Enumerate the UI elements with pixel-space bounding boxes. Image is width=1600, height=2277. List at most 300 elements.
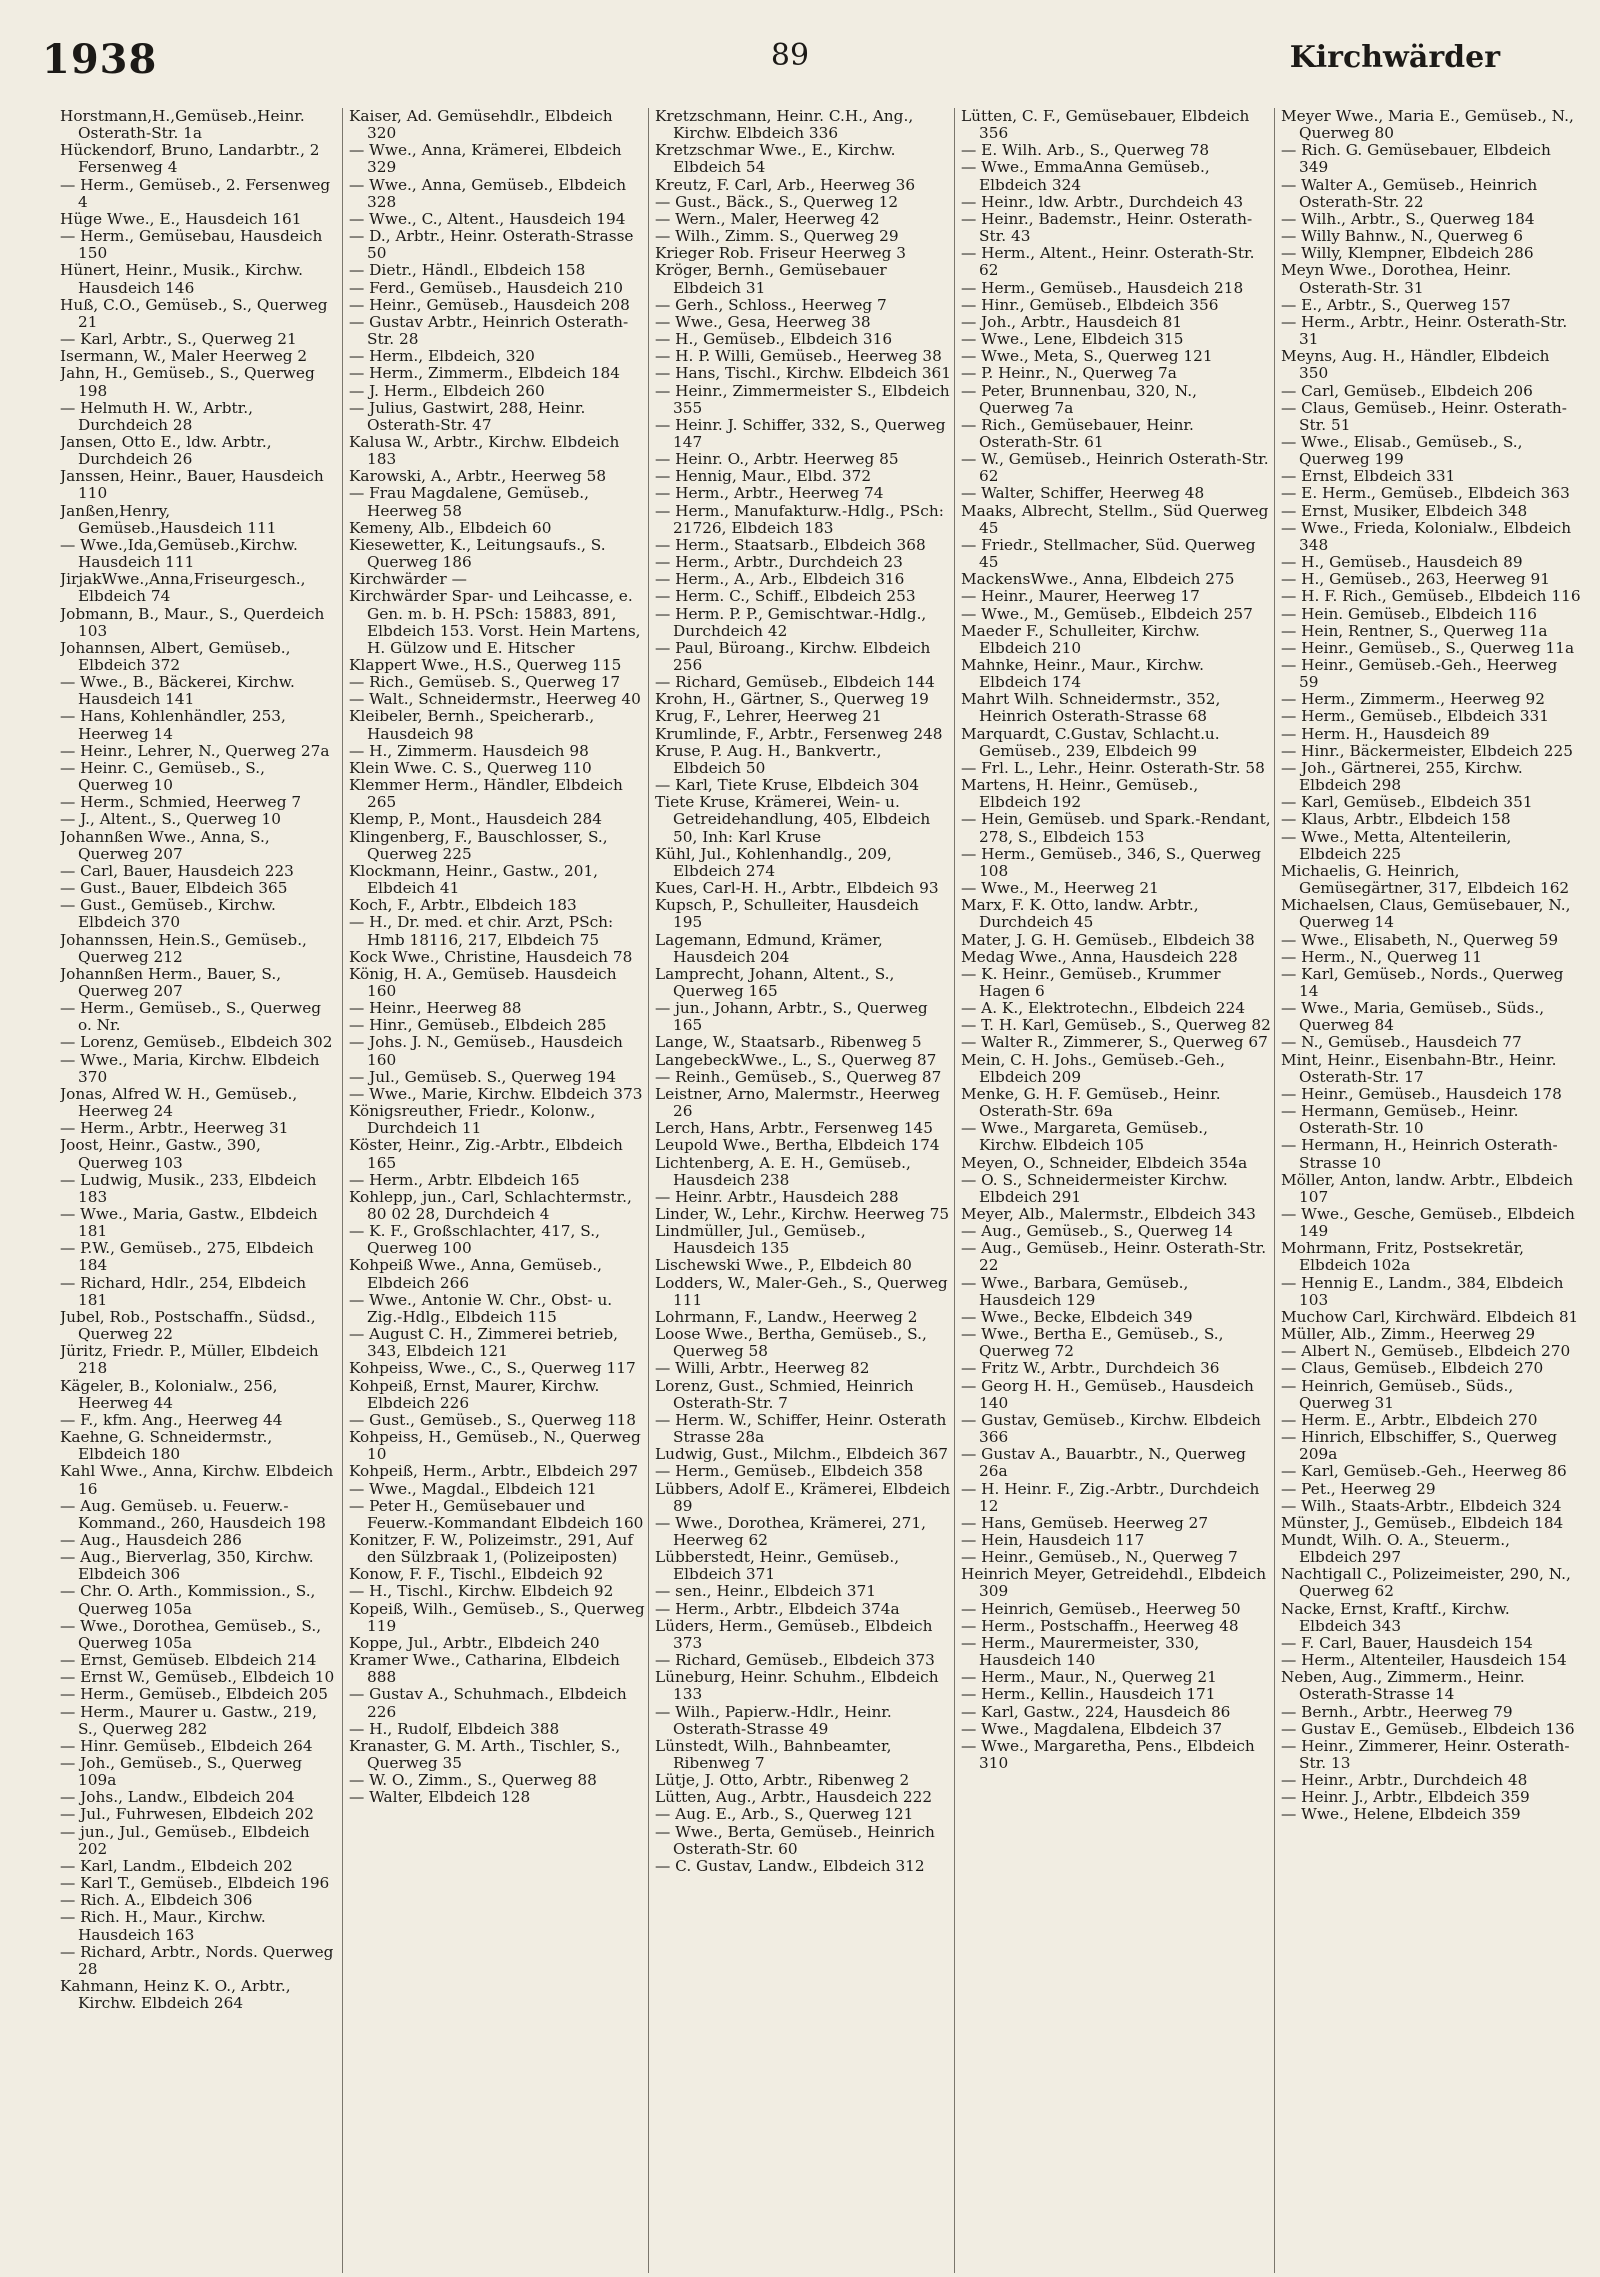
directory-entry: Kramer Wwe., Catharina, Elbdeich 888 [349,1651,620,1687]
directory-entry: — Herm., Gemüseb., 2. Fersenweg 4 [60,175,331,211]
directory-entry: — Karl, Gemüseb.-Geh., Heerweg 86 [1281,1462,1567,1481]
directory-entry: Lorenz, Gust., Schmied, Heinrich Osterath-Str. 7 [655,1376,914,1412]
directory-entry: — Heinr., ldw. Arbtr., Durchdeich 43 [961,192,1244,211]
directory-entry: Lindmüller, Jul., Gemüseb., Hausdeich 135 [655,1222,866,1258]
directory-entry: Mahrt Wilh. Schneidermstr., 352, Heinrich Osterath-Strasse 68 [961,690,1221,726]
directory-entry: — Wilh., Zimm. S., Querweg 29 [655,227,899,246]
directory-entry: — Dietr., Händl., Elbdeich 158 [349,261,586,280]
directory-entry: — Aug., Hausdeich 286 [60,1530,242,1549]
directory-entry: — Gustav A., Bauarbtr., N., Querweg 26a [961,1445,1246,1481]
directory-entry: — H., Zimmerm. Hausdeich 98 [349,741,589,760]
directory-entry: Müller, Alb., Zimm., Heerweg 29 [1281,1325,1536,1344]
directory-entry: Kues, Carl-H. H., Arbtr., Elbdeich 93 [655,879,939,898]
directory-entry: — P. Heinr., N., Querweg 7a [961,364,1177,383]
directory-entry: — Ernst, Musiker, Elbdeich 348 [1281,501,1528,520]
directory-entry: — sen., Heinr., Elbdeich 371 [655,1582,876,1601]
directory-entry: — Aug., Bierverlag, 350, Kirchw. Elbdeich 306 [60,1548,314,1584]
directory-entry: — A. K., Elektrotechn., Elbdeich 224 [961,999,1246,1018]
directory-entry: — Wwe., Berta, Gemüseb., Heinrich Osterath-Str. 60 [655,1822,935,1858]
directory-entry: Kahl Wwe., Anna, Kirchw. Elbdeich 16 [60,1462,334,1498]
directory-entry: — Heinr. C., Gemüseb., S., Querweg 10 [60,758,265,795]
directory-entry: — Wwe., Margaretha, Pens., Elbdeich 310 [961,1736,1255,1772]
directory-entry: — Herm. H., Hausdeich 89 [1281,724,1490,743]
directory-entry: — Heinr., Bademstr., Heinr. Osterath-Str. 43 [961,209,1253,246]
directory-entry: — H., Tischl., Kirchw. Elbdeich 92 [349,1582,614,1601]
directory-entry: Nachtigall C., Polizeimeister, 290, N., Querweg 62 [1281,1565,1571,1601]
directory-entry: — Hein, Gemüseb. und Spark.-Rendant, 278, S., Elbdeich 153 [961,810,1271,846]
directory-entry: Kleibeler, Bernh., Speicherarb., Hausdeich 98 [349,707,595,743]
directory-entry: Münster, J., Gemüseb., Elbdeich 184 [1281,1513,1564,1532]
directory-entry: — Hans, Gemüseb. Heerweg 27 [961,1513,1209,1532]
directory-entry: Lange, W., Staatsarb., Ribenweg 5 [655,1033,922,1052]
directory-entry: Klingenberg, F., Bauschlosser, S., Querweg 225 [349,827,608,863]
directory-entry: — Herm., Manufakturw.-Hdlg., PSch: 21726, Elbdeich 183 [655,501,944,537]
directory-entry: — Walter R., Zimmerer, S., Querweg 67 [961,1033,1268,1052]
directory-entry: — jun., Johann, Arbtr., S., Querweg 165 [655,999,928,1035]
directory-entry: — Wwe., Meta, S., Querweg 121 [961,347,1213,366]
directory-entry: — Herm. W., Schiffer, Heinr. Osterath Strasse 28a [655,1410,947,1447]
directory-entry: — Heinr., Gemüseb.-Geh., Heerweg 59 [1281,656,1558,692]
directory-entry: — W. O., Zimm., S., Querweg 88 [349,1771,597,1790]
directory-entry: — Herm., Arbtr., Heerweg 31 [60,1119,289,1138]
directory-entry: — Ernst, Gemüseb. Elbdeich 214 [60,1651,317,1670]
directory-entry: — Heinr. J., Arbtr., Elbdeich 359 [1281,1788,1530,1807]
directory-entry: — O. S., Schneidermeister Kirchw. Elbdeich 291 [961,1170,1228,1206]
directory-entry: Mohrmann, Fritz, Postsekretär, Elbdeich 102a [1281,1239,1525,1275]
directory-entry: — Ernst, Elbdeich 331 [1281,467,1456,486]
directory-entry: — Heinr., Lehrer, N., Querweg 27a [60,741,330,760]
directory-entry: Kühl, Jul., Kohlenhandlg., 209, Elbdeich 274 [655,844,892,880]
directory-entry: Kohpeiß Wwe., Anna, Gemüseb., Elbdeich 266 [349,1256,602,1292]
directory-entry: Kirchwärder Spar- und Leihcasse, e. Gen. m. b. H. PSch: 15883, 891, Elbdeich 153. Vorst. Hein Martens, H. Gülzow und E. Hitscher [349,587,641,657]
directory-entry: — Bernh., Arbtr., Heerweg 79 [1281,1702,1513,1721]
directory-entry: Mundt, Wilh. O. A., Steuerm., Elbdeich 297 [1281,1530,1510,1567]
directory-entry: Kemeny, Alb., Elbdeich 60 [349,518,552,537]
directory-entry: — Herm., N., Querweg 11 [1281,947,1482,966]
directory-column-1 [60,108,336,2273]
directory-entry: — Wwe., Dorothea, Krämerei, 271, Heerweg 62 [655,1513,926,1549]
directory-entry: Mater, J. G. H. Gemüseb., Elbdeich 38 [961,930,1255,949]
directory-entry: Klockmann, Heinr., Gastw., 201, Elbdeich 41 [349,861,599,898]
directory-entry: König, H. A., Gemüseb. Hausdeich 160 [349,964,617,1000]
directory-entry: Lübberstedt, Heinr., Gemüseb., Elbdeich 371 [655,1548,900,1584]
directory-entry: — Wwe., Gesa, Heerweg 38 [655,312,871,331]
directory-entry: — Richard, Gemüseb., Elbdeich 373 [655,1651,935,1670]
directory-entry: — Aug., Gemüseb., Heinr. Osterath-Str. 22 [961,1239,1267,1275]
directory-entry: Kägeler, B., Kolonialw., 256, Heerweg 44 [60,1376,278,1412]
directory-entry: Karowski, A., Arbtr., Heerweg 58 [349,467,607,486]
directory-entry: — Karl, Gemüseb., Elbdeich 351 [1281,793,1533,812]
directory-entry: Meyer, Alb., Malermstr., Elbdeich 343 [961,1205,1256,1223]
directory-entry: — H. Heinr. F., Zig.-Arbtr., Durchdeich 12 [961,1479,1260,1515]
directory-entry: Michaelsen, Claus, Gemüsebauer, N., Querweg 14 [1281,896,1571,932]
directory-entry: Medag Wwe., Anna, Hausdeich 228 [961,947,1238,966]
directory-entry: Lohrmann, F., Landw., Heerweg 2 [655,1307,918,1326]
directory-entry: — Fritz W., Arbtr., Durchdeich 36 [961,1359,1220,1378]
directory-entry: — Heinr., Arbtr., Durchdeich 48 [1281,1771,1528,1790]
directory-entry: — F. Carl, Bauer, Hausdeich 154 [1281,1633,1533,1652]
directory-entry: — Wwe., Anna, Gemüseb., Elbdeich 328 [349,175,627,211]
directory-entry: Klemp, P., Mont., Hausdeich 284 [349,810,603,829]
directory-entry: Lerch, Hans, Arbtr., Fersenweg 145 [655,1119,933,1138]
directory-entry: Johannßen Herm., Bauer, S., Querweg 207 [60,964,282,1000]
directory-entry: — Ferd., Gemüseb., Hausdeich 210 [349,278,623,297]
directory-entry: — Wwe., Magdalena, Elbdeich 37 [961,1719,1223,1738]
directory-entry: — Herm., Gemüseb., Elbdeich 205 [60,1685,328,1704]
directory-entry: — Rich. H., Maur., Kirchw. Hausdeich 163 [60,1908,266,1944]
directory-entry: — Karl T., Gemüseb., Elbdeich 196 [60,1874,330,1893]
directory-entry: — Heinrich, Gemüseb., Heerweg 50 [961,1599,1241,1618]
directory-entry: — K. F., Großschlachter, 417, S., Querweg 100 [349,1222,600,1258]
directory-entry: — Johs. J. N., Gemüseb., Hausdeich 160 [349,1033,623,1069]
directory-column-3 [648,108,951,2273]
directory-entry: — Wilh., Staats-Arbtr., Elbdeich 324 [1281,1496,1562,1515]
directory-entry: — Frl. L., Lehr., Heinr. Osterath-Str. 58 [961,758,1265,777]
directory-entry: — Hein. Gemüseb., Elbdeich 116 [1281,604,1537,623]
directory-entry: Lütje, J. Otto, Arbtr., Ribenweg 2 [655,1771,910,1790]
directory-entry: Meyns, Aug. H., Händler, Elbdeich 350 [1281,347,1550,383]
directory-entry: Johannßen Wwe., Anna, S., Querweg 207 [60,827,270,863]
directory-entry: — Wwe., Dorothea, Gemüseb., S., Querweg 105a [60,1616,322,1652]
directory-entry: Jobmann, B., Maur., S., Querdeich 103 [60,604,325,640]
directory-entry: — Heinr., Zimmermeister S., Elbdeich 355 [655,381,950,417]
directory-entry: — Gust., Bäck., S., Querweg 12 [655,192,899,211]
directory-entry: — Hans, Tischl., Kirchw. Elbdeich 361 [655,364,951,383]
directory-entry: — Aug., Gemüseb., S., Querweg 14 [961,1222,1233,1241]
directory-entry: Krohn, H., Gärtner, S., Querweg 19 [655,690,929,709]
directory-entry: Janßen,Henry, Gemüseb.,Hausdeich 111 [60,501,277,537]
directory-entry: — K. Heinr., Gemüseb., Krummer Hagen 6 [961,964,1221,1000]
directory-entry: — Joh., Gärtnerei, 255, Kirchw. Elbdeich 298 [1281,758,1523,795]
directory-entry: — Johs., Landw., Elbdeich 204 [60,1788,295,1807]
directory-entry: Lüneburg, Heinr. Schuhm., Elbdeich 133 [655,1668,939,1704]
directory-entry: — Hinr., Gemüseb., Elbdeich 285 [349,1016,607,1035]
directory-entry: Johannssen, Hein.S., Gemüseb., Querweg 212 [60,930,307,966]
directory-entry: — Wwe., Barbara, Gemüseb., Hausdeich 129 [961,1273,1189,1309]
directory-entry: — Wilh., Papierw.-Hdlr., Heinr. Osterath-Strasse 49 [655,1702,892,1738]
directory-entry: — Hein, Rentner, S., Querweg 11a [1281,621,1548,640]
directory-entry: — Wwe., Gesche, Gemüseb., Elbdeich 149 [1281,1205,1575,1241]
directory-entry: Kreutz, F. Carl, Arb., Heerweg 36 [655,175,916,194]
directory-entry: — Herm., Gemüseb., S., Querweg o. Nr. [60,999,322,1035]
directory-entry: — Wwe., B., Bäckerei, Kirchw. Hausdeich 141 [60,673,295,709]
directory-entry: — Karl, Tiete Kruse, Elbdeich 304 [655,776,920,795]
directory-entry: — Herm., Arbtr., Heinr. Osterath-Str. 31 [1281,312,1568,349]
directory-entry: — Heinr. Arbtr., Hausdeich 288 [655,1187,899,1206]
directory-entry: — Gustav A., Schuhmach., Elbdeich 226 [349,1685,627,1721]
directory-entry: Michaelis, G. Heinrich, Gemüsegärtner, 317, Elbdeich 162 [1281,861,1570,898]
directory-entry: — Ludwig, Musik., 233, Elbdeich 183 [60,1170,317,1206]
directory-entry: — P.W., Gemüseb., 275, Elbdeich 184 [60,1239,314,1275]
directory-entry: — Herm., Gemüseb., Hausdeich 218 [961,278,1244,297]
directory-entry: Kretzschmann, Heinr. C.H., Ang., Kirchw. Elbdeich 336 [655,108,914,143]
directory-entry: Kranaster, G. M. Arth., Tischler, S., Querweg 35 [349,1736,621,1772]
page-number: 89 [770,38,810,73]
directory-entry: — Rich., Gemüseb. S., Querweg 17 [349,673,621,692]
directory-entry: — Herm., Arbtr., Elbdeich 374a [655,1599,900,1618]
directory-entry: — Heinr., Gemüseb., Hausdeich 208 [349,295,630,314]
directory-entry: Mint, Heinr., Eisenbahn-Btr., Heinr. Osterath-Str. 17 [1281,1050,1557,1086]
directory-entry: — Herm., Postschaffn., Heerweg 48 [961,1616,1239,1635]
directory-entry: — Carl, Gemüseb., Elbdeich 206 [1281,381,1533,400]
directory-entry: — Herm., Maur., N., Querweg 21 [961,1668,1217,1687]
directory-entry: — Herm., Arbtr. Elbdeich 165 [349,1170,580,1189]
directory-entry: — Richard, Hdlr., 254, Elbdeich 181 [60,1273,307,1309]
directory-entry: — Julius, Gastwirt, 288, Heinr. Osterath-Str. 47 [349,398,586,434]
directory-column-2 [342,108,645,2273]
directory-entry: — Heinr. O., Arbtr. Heerweg 85 [655,450,899,469]
directory-entry: — C. Gustav, Landw., Elbdeich 312 [655,1856,925,1875]
directory-entry: — Heinr., Zimmerer, Heinr. Osterath-Str. 13 [1281,1736,1570,1772]
directory-entry: Konow, F. F., Tischl., Elbdeich 92 [349,1565,604,1584]
directory-entry: — H., Gemüseb., 263, Heerweg 91 [1281,570,1550,589]
directory-entry: Klappert Wwe., H.S., Querweg 115 [349,656,622,674]
directory-entry: — Heinr., Heerweg 88 [349,999,522,1018]
directory-entry: Menke, G. H. F. Gemüseb., Heinr. Osterath-Str. 69a [961,1084,1221,1121]
directory-entry: — Wwe., Elisab., Gemüseb., S., Querweg 199 [1281,432,1523,469]
directory-entry: Lischewski Wwe., P., Elbdeich 80 [655,1256,912,1275]
directory-entry: Königsreuther, Friedr., Kolonw., Durchdeich 11 [349,1102,596,1138]
directory-entry: — D., Arbtr., Heinr. Osterath-Strasse 50 [349,227,634,263]
directory-column-4 [954,108,1271,2273]
directory-entry: — Heinr., Gemüseb., S., Querweg 11a [1281,638,1575,657]
directory-entry: Horstmann,H.,Gemüseb.,Heinr. Osterath-Str. 1a [60,108,305,143]
directory-entry: Marquardt, C.Gustav, Schlacht.u. Gemüseb., 239, Elbdeich 99 [961,724,1220,760]
directory-entry: — Heinrich, Gemüseb., Süds., Querweg 31 [1281,1376,1514,1412]
directory-entry: Nacke, Ernst, Kraftf., Kirchw. Elbdeich 343 [1281,1599,1510,1635]
directory-entry: — Wwe., M., Gemüseb., Elbdeich 257 [961,604,1253,623]
directory-entry: — Herm., Altent., Heinr. Osterath-Str. 62 [961,244,1255,280]
directory-entry: Koch, F., Arbtr., Elbdeich 183 [349,896,577,915]
directory-entry: Kohpeiss, H., Gemüseb., N., Querweg 10 [349,1428,641,1464]
directory-entry: — F., kfm. Ang., Heerweg 44 [60,1410,283,1429]
directory-entry: Krumlinde, F., Arbtr., Fersenweg 248 [655,724,943,743]
directory-entry: Meyn Wwe., Dorothea, Heinr. Osterath-Str. 31 [1281,261,1512,297]
directory-entry: — Hermann, H., Heinrich Osterath-Strasse 10 [1281,1136,1558,1172]
directory-entry: Janssen, Heinr., Bauer, Hausdeich 110 [60,467,324,503]
directory-entry: — Wilh., Arbtr., S., Querweg 184 [1281,209,1535,228]
directory-entry: — Richard, Gemüseb., Elbdeich 144 [655,673,935,692]
directory-entry: — Hein, Hausdeich 117 [961,1530,1145,1549]
directory-entry: — Heinr., Maurer, Heerweg 17 [961,587,1200,606]
directory-entry: Lagemann, Edmund, Krämer, Hausdeich 204 [655,930,883,966]
directory-entry: — Wwe., Magdal., Elbdeich 121 [349,1479,597,1498]
directory-entry: Kopeiß, Wilh., Gemüseb., S., Querweg 119 [349,1599,645,1635]
directory-entry: — E. Wilh. Arb., S., Querweg 78 [961,141,1210,160]
directory-entry: — Rich. A., Elbdeich 306 [60,1891,253,1910]
directory-entry: Kretzschmar Wwe., E., Kirchw. Elbdeich 54 [655,141,896,177]
directory-entry: — Wwe., Helene, Elbdeich 359 [1281,1805,1521,1824]
directory-entry: — Joh., Gemüseb., S., Querweg 109a [60,1754,303,1790]
directory-entry: — H. F. Rich., Gemüseb., Elbdeich 116 [1281,587,1581,606]
directory-entry: — Wwe., Antonie W. Chr., Obst- u. Zig.-Hdlg., Elbdeich 115 [349,1290,613,1326]
directory-entry: — August C. H., Zimmerei betrieb, 343, Elbdeich 121 [349,1325,618,1361]
directory-entry: — Wwe., Frieda, Kolonialw., Elbdeich 348 [1281,518,1572,554]
directory-entry: — Wwe., C., Altent., Hausdeich 194 [349,209,626,228]
page-header [0,30,1600,90]
directory-entry: Möller, Anton, landw. Arbtr., Elbdeich 107 [1281,1170,1574,1206]
directory-entry: Marx, F. K. Otto, landw. Arbtr., Durchdeich 45 [961,896,1199,932]
directory-entry: Huß, C.O., Gemüseb., S., Querweg 21 [60,295,328,331]
directory-entry: Köster, Heinr., Zig.-Arbtr., Elbdeich 165 [349,1136,623,1172]
directory-entry: LangebeckWwe., L., S., Querweg 87 [655,1050,937,1069]
directory-entry: Lütten, Aug., Arbtr., Hausdeich 222 [655,1788,933,1807]
directory-entry: Kaiser, Ad. Gemüsehdlr., Elbdeich 320 [349,108,613,143]
directory-entry: Kröger, Bernh., Gemüsebauer Elbdeich 31 [655,261,887,297]
directory-entry: Meyer Wwe., Maria E., Gemüseb., N., Querweg 80 [1281,108,1574,143]
directory-entry: — Herm., A., Arb., Elbdeich 316 [655,570,905,589]
directory-entry: Lodders, W., Maler-Geh., S., Querweg 111 [655,1273,948,1309]
directory-entry: — Hermann, Gemüseb., Heinr. Osterath-Str. 10 [1281,1102,1519,1138]
directory-entry: — Herm., Maurermeister, 330, Hausdeich 140 [961,1633,1200,1670]
page-year: 1938 [42,36,158,83]
directory-entry: — Wwe., Becke, Elbdeich 349 [961,1307,1193,1326]
directory-entry: — Wwe.,Ida,Gemüseb.,Kirchw. Hausdeich 111 [60,535,298,572]
directory-entry: — Hans, Kohlenhändler, 253, Heerweg 14 [60,707,286,743]
directory-entry: — T. H. Karl, Gemüseb., S., Querweg 82 [961,1016,1271,1035]
directory-entry: — Gerh., Schloss., Heerweg 7 [655,295,887,314]
directory-entry: Kaehne, G. Schneidermstr., Elbdeich 180 [60,1428,273,1464]
directory-entry: — Albert N., Gemüseb., Elbdeich 270 [1281,1342,1571,1361]
directory-entry: Johannsen, Albert, Gemüseb., Elbdeich 372 [60,638,291,674]
directory-entry: — E., Arbtr., S., Querweg 157 [1281,295,1511,314]
directory-entry: Jubel, Rob., Postschaffn., Südsd., Querweg 22 [60,1307,316,1344]
directory-entry: — Willy Bahnw., N., Querweg 6 [1281,227,1524,246]
directory-entry: — Carl, Bauer, Hausdeich 223 [60,861,294,880]
directory-entry: — Walter A., Gemüseb., Heinrich Osterath-Str. 22 [1281,175,1538,211]
directory-entry: Muchow Carl, Kirchwärd. Elbdeich 81 [1281,1307,1579,1326]
directory-entry: Krieger Rob. Friseur Heerweg 3 [655,244,906,263]
directory-entry: — H. P. Willi, Gemüseb., Heerweg 38 [655,347,942,366]
page-place-title: Kirchwärder [1289,40,1500,75]
directory-entry: — Herm., Elbdeich, 320 [349,347,535,366]
directory-entry: — Willi, Arbtr., Heerweg 82 [655,1359,870,1378]
directory-entry: — Gust., Gemüseb., Kirchw. Elbdeich 370 [60,896,276,932]
directory-entry: — Klaus, Arbtr., Elbdeich 158 [1281,810,1511,829]
directory-entry: — Joh., Arbtr., Hausdeich 81 [961,312,1183,331]
directory-entry: Kohpeiss, Wwe., C., S., Querweg 117 [349,1359,636,1378]
directory-entry: Leupold Wwe., Bertha, Elbdeich 174 [655,1136,940,1155]
directory-entry: Koppe, Jul., Arbtr., Elbdeich 240 [349,1633,600,1652]
directory-entry: Hückendorf, Bruno, Landarbtr., 2 Fersenweg 4 [60,141,320,177]
directory-entry: — Gustav Arbtr., Heinrich Osterath-Str. 28 [349,312,629,349]
directory-entry: Tiete Kruse, Krämerei, Wein- u. Getreidehandlung, 405, Elbdeich 50, Inh: Karl Kruse [655,793,931,846]
directory-entry: — Rich. G. Gemüsebauer, Elbdeich 349 [1281,141,1551,177]
directory-entry: Lünstedt, Wilh., Bahnbeamter, Ribenweg 7 [655,1736,892,1772]
directory-entry: — Wwe., Margareta, Gemüseb., Kirchw. Elbdeich 105 [961,1119,1209,1155]
directory-entry: — Herm., Altenteiler, Hausdeich 154 [1281,1651,1567,1670]
directory-entry: Lütten, C. F., Gemüsebauer, Elbdeich 356 [961,108,1250,143]
directory-entry: — Gust., Bauer, Elbdeich 365 [60,879,288,898]
directory-entry: — Lorenz, Gemüseb., Elbdeich 302 [60,1033,333,1052]
directory-entry: — Wwe., Metta, Altenteilerin, Elbdeich 225 [1281,827,1512,863]
directory-entry: — Wwe., Anna, Krämerei, Elbdeich 329 [349,141,622,177]
directory-entry: — Wwe., Lene, Elbdeich 315 [961,330,1184,349]
directory-entry: Klein Wwe. C. S., Querweg 110 [349,758,592,777]
directory-entry: — Herm., Gemüseb., 346, S., Querweg 108 [961,844,1262,880]
directory-entry: — H., Rudolf, Elbdeich 388 [349,1719,560,1738]
directory-entry: — H., Gemüseb., Elbdeich 316 [655,330,893,349]
directory-entry: — Claus, Gemüseb., Elbdeich 270 [1281,1359,1544,1378]
directory-entry: Kohpeiß, Herm., Arbtr., Elbdeich 297 [349,1462,639,1481]
directory-entry: — Walter, Schiffer, Heerweg 48 [961,484,1205,503]
directory-entry: Kiesewetter, K., Leitungsaufs., S. Querweg 186 [349,535,606,572]
directory-entry: — Frau Magdalene, Gemüseb., Heerweg 58 [349,484,590,520]
directory-entry: — Wwe., EmmaAnna Gemüseb., Elbdeich 324 [961,158,1210,194]
directory-entry: — Paul, Büroang., Kirchw. Elbdeich 256 [655,638,931,674]
directory-entry: Meyen, O., Schneider, Elbdeich 354a [961,1153,1248,1172]
directory-entry: — Herm., Arbtr., Durchdeich 23 [655,553,903,572]
directory-entry: — Herm., Kellin., Hausdeich 171 [961,1685,1216,1704]
directory-entry: — jun., Jul., Gemüseb., Elbdeich 202 [60,1822,310,1858]
directory-entry: — Rich., Gemüsebauer, Heinr. Osterath-Str. 61 [961,415,1194,451]
directory-entry: Maeder F., Schulleiter, Kirchw. Elbdeich 210 [961,621,1200,657]
directory-entry: — W., Gemüseb., Heinrich Osterath-Str. 62 [961,450,1269,486]
directory-entry: JirjakWwe.,Anna,Friseurgesch., Elbdeich 74 [60,570,306,606]
directory-entry: — Hennig, Maur., Elbd. 372 [655,467,872,486]
directory-entry: Neben, Aug., Zimmerm., Heinr. Osterath-Strasse 14 [1281,1668,1525,1704]
directory-entry: Kock Wwe., Christine, Hausdeich 78 [349,947,633,966]
directory-entry: — J. Herm., Elbdeich 260 [349,381,545,400]
directory-entry: — Herm. E., Arbtr., Elbdeich 270 [1281,1410,1538,1429]
directory-entry: — Gust., Gemüseb., S., Querweg 118 [349,1410,637,1429]
directory-entry: — Jul., Fuhrwesen, Elbdeich 202 [60,1805,314,1824]
directory-entry: — Pet., Heerweg 29 [1281,1479,1436,1498]
directory-entry: — Wwe., M., Heerweg 21 [961,879,1159,898]
directory-entry: — H., Dr. med. et chir. Arzt, PSch: Hmb 18116, 217, Elbdeich 75 [349,913,614,949]
directory-entry: — Aug. E., Arb., S., Querweg 121 [655,1805,914,1824]
directory-entry: Ludwig, Gust., Milchm., Elbdeich 367 [655,1445,948,1464]
directory-entry: — Wwe., Maria, Kirchw. Elbdeich 370 [60,1050,320,1086]
directory-entry: — Karl, Arbtr., S., Querweg 21 [60,330,297,349]
directory-entry: Kupsch, P., Schulleiter, Hausdeich 195 [655,896,919,932]
directory-entry: — Herm., Zimmerm., Heerweg 92 [1281,690,1545,709]
directory-entry: Lübbers, Adolf E., Krämerei, Elbdeich 89 [655,1479,951,1515]
directory-entry: Lamprecht, Johann, Altent., S., Querweg 165 [655,964,895,1000]
directory-entry: — Peter, Brunnenbau, 320, N., Querweg 7a [961,381,1197,417]
directory-entry: Kohlepp, jun., Carl, Schlachtermstr., 80 02 28, Durchdeich 4 [349,1187,632,1223]
directory-entry: — Karl, Gastw., 224, Hausdeich 86 [961,1702,1231,1721]
directory-entry: — Helmuth H. W., Arbtr., Durchdeich 28 [60,398,254,434]
directory-entry: — N., Gemüseb., Hausdeich 77 [1281,1033,1522,1052]
directory-entry: Joost, Heinr., Gastw., 390, Querweg 103 [60,1136,261,1172]
directory-entry: — Aug. Gemüseb. u. Feuerw.-Kommand., 260, Hausdeich 198 [60,1496,326,1532]
directory-entry: — Karl, Gemüseb., Nords., Querweg 14 [1281,964,1564,1000]
directory-entry: Jüritz, Friedr. P., Müller, Elbdeich 218 [60,1342,319,1378]
directory-entry: Klemmer Herm., Händler, Elbdeich 265 [349,776,623,812]
directory-entry: — Wwe., Bertha E., Gemüseb., S., Querweg 72 [961,1325,1224,1361]
directory-entry: — Herm., Arbtr., Heerweg 74 [655,484,884,503]
directory-entry: — Wwe., Elisabeth, N., Querweg 59 [1281,930,1559,949]
directory-entry: — Willy, Klempner, Elbdeich 286 [1281,244,1534,263]
directory-entry: Hüge Wwe., E., Hausdeich 161 [60,209,302,228]
directory-entry: Krug, F., Lehrer, Heerweg 21 [655,707,882,726]
directory-entry: Lüders, Herm., Gemüseb., Elbdeich 373 [655,1616,933,1652]
directory-entry: — Herm., Gemüseb., Elbdeich 358 [655,1462,923,1481]
directory-entry: — Heinr., Gemüseb., N., Querweg 7 [961,1548,1238,1567]
directory-entry: — Claus, Gemüseb., Heinr. Osterath-Str. 51 [1281,398,1567,434]
directory-entry: — Gustav E., Gemüseb., Elbdeich 136 [1281,1719,1575,1738]
directory-entry: Martens, H. Heinr., Gemüseb., Elbdeich 192 [961,776,1199,812]
directory-column-5 [1274,108,1581,2273]
directory-entry: — Herm., Schmied, Heerweg 7 [60,793,302,812]
directory-entry: Kohpeiß, Ernst, Maurer, Kirchw. Elbdeich 226 [349,1376,600,1412]
directory-entry: MackensWwe., Anna, Elbdeich 275 [961,570,1235,589]
directory-entry: Kahmann, Heinz K. O., Arbtr., Kirchw. Elbdeich 264 [60,1977,291,2013]
directory-entry: — Wwe., Maria, Gastw., Elbdeich 181 [60,1205,318,1241]
directory-entry: — Hinr. Gemüseb., Elbdeich 264 [60,1736,313,1755]
directory-entry: Mein, C. H. Johs., Gemüseb.-Geh., Elbdeich 209 [961,1050,1225,1086]
